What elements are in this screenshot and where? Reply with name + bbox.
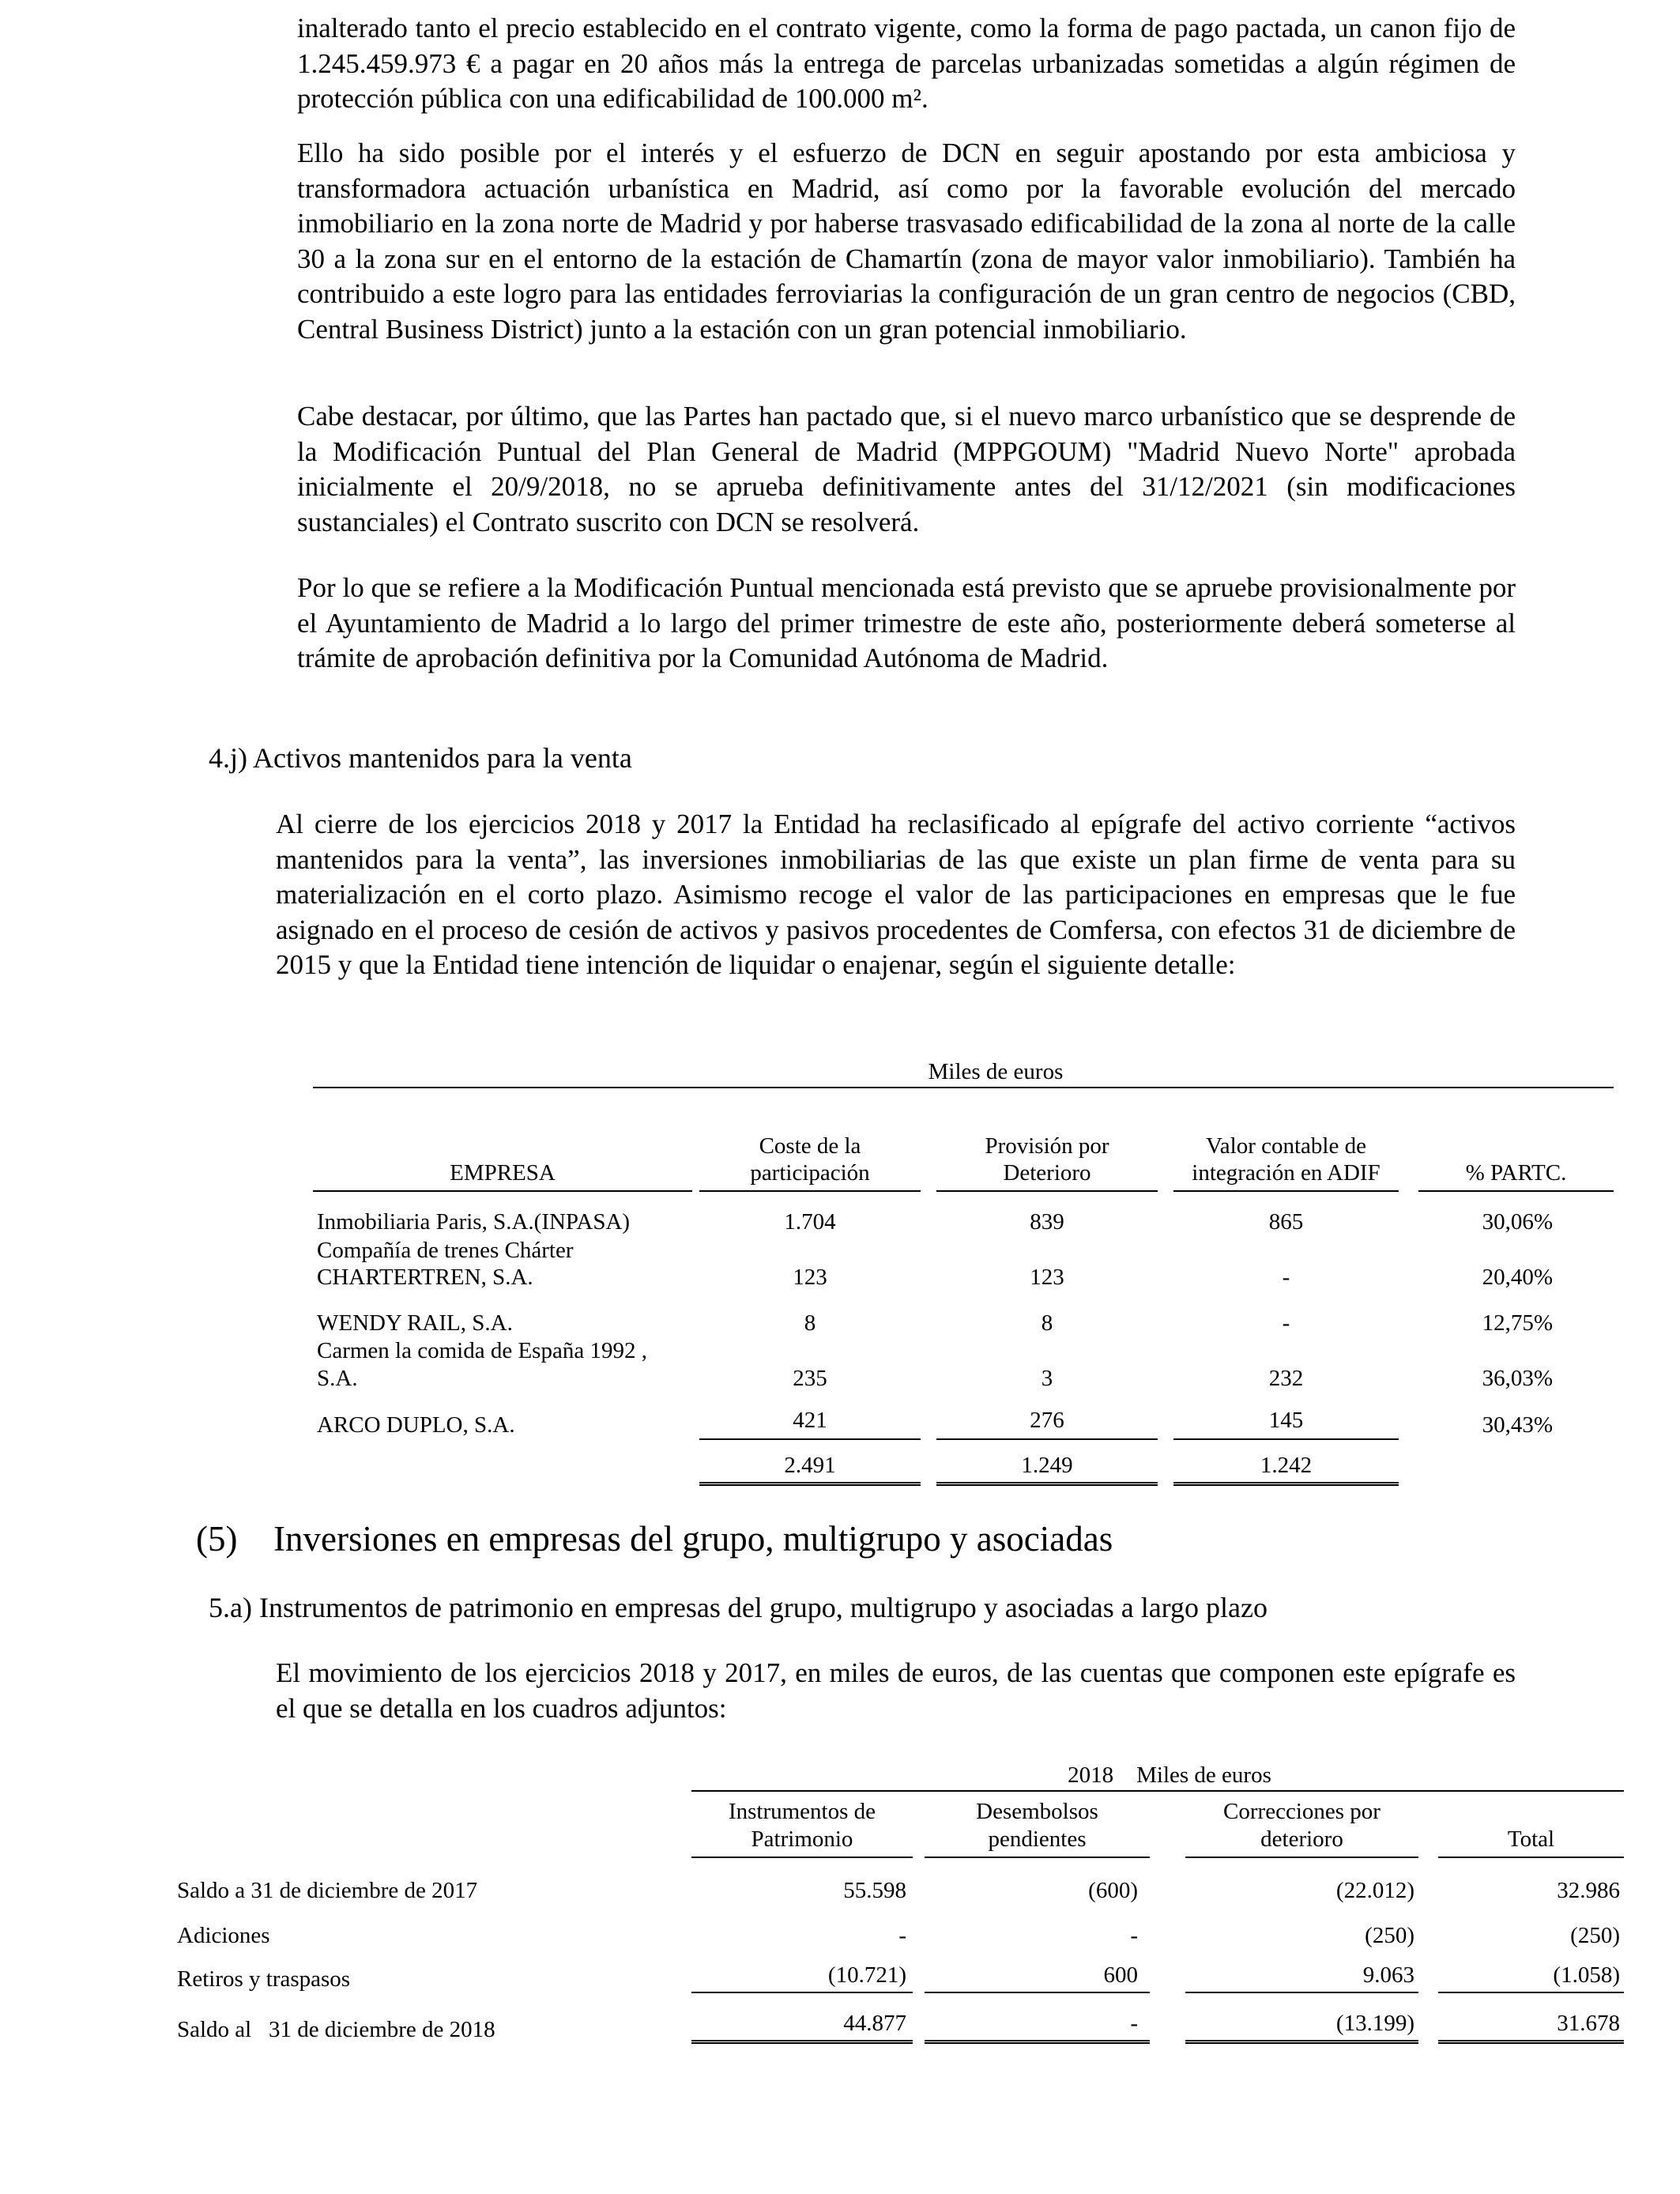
subtotal-rule-correcciones — [1185, 1992, 1418, 1993]
coste-value: 123 — [793, 1265, 827, 1290]
company-name: Carmen la comida de España 1992 , — [317, 1338, 647, 1363]
header-rule-coste — [699, 1190, 921, 1192]
desembolsos-total: - — [1130, 2011, 1138, 2036]
header-provision-1: Provisión por — [985, 1133, 1109, 1159]
coste-value: 1.704 — [784, 1209, 836, 1235]
company-name-line-2: CHARTERTREN, S.A. — [317, 1265, 533, 1290]
desembolsos-value: 600 — [1103, 1962, 1138, 1988]
correcciones-total: (13.199) — [1335, 2011, 1414, 2036]
total-coste: 2.491 — [784, 1453, 836, 1478]
paragraph-modification: Por lo que se refiere a la Modificación Puntual mencionada está previsto que se apruebe provisionalmente por el Ayuntamiento de Madrid a lo largo del primer trimestre de este año, posteriormente deberá someterse al trámite de aprobación definitiva por la Comunidad Autónoma de Madrid. — [297, 572, 1516, 673]
total-rule-instrumentos — [691, 2040, 913, 2044]
provision-value: 123 — [1030, 1265, 1064, 1290]
section-5a-heading: 5.a) Instrumentos de patrimonio en empresas del grupo, multigrupo y asociadas a largo plazo — [209, 1592, 1268, 1623]
header-valor-1: Valor contable de — [1206, 1133, 1366, 1159]
valor-value: 865 — [1268, 1209, 1304, 1235]
correcciones-value: (250) — [1365, 1923, 1414, 1948]
caption-rule — [313, 1087, 1614, 1088]
header-correcciones-1: Correcciones por — [1223, 1799, 1381, 1824]
row-label: Retiros y traspasos — [177, 1966, 351, 1992]
header-desembolsos-2: pendientes — [988, 1826, 1087, 1852]
total-provision: 1.249 — [1021, 1453, 1073, 1478]
provision-value: 839 — [1030, 1209, 1064, 1235]
instrumentos-total: 44.877 — [843, 2011, 906, 2036]
paragraph-5a: El movimiento de los ejercicios 2018 y 2017, en miles de euros, de las cuentas que componen este epígrafe es el que se detalla en los cuadros adjuntos: — [276, 1657, 1516, 1724]
total-valor: 1.242 — [1260, 1453, 1313, 1478]
provision-value: 8 — [1041, 1310, 1053, 1336]
company-name: Inmobiliaria Paris, S.A.(INPASA) — [317, 1209, 631, 1235]
header-instrumentos-2: Patrimonio — [751, 1826, 853, 1852]
subtotal-rule-desembolsos — [925, 1992, 1150, 1993]
unit-caption: Miles de euros — [928, 1059, 1064, 1084]
header-rule-valor — [1173, 1190, 1399, 1192]
company-name: WENDY RAIL, S.A. — [317, 1310, 513, 1336]
desembolsos-value: - — [1130, 1923, 1138, 1948]
total-value: (250) — [1570, 1923, 1620, 1948]
section-5-heading — [196, 1518, 1113, 1559]
section-4j-heading: 4.j) Activos mantenidos para la venta — [209, 742, 632, 774]
total-rule-provision — [936, 1482, 1158, 1486]
instrumentos-value: (10.721) — [827, 1962, 906, 1988]
paragraph-dcn-interest: Ello ha sido posible por el interés y el esfuerzo de DCN en seguir apostando por esta ambiciosa y transformadora actuación urbanística en Madrid, así como por la favorable evolución del mercado inmobiliario en la zona norte de Madrid y por haberse trasvasado edificabilidad de la zona al norte de la calle 30 a la zona sur en el entorno de la estación de Chamartín (zona de mayor valor inmobiliario). También ha contribuido a este logro para las entidades ferroviarias la configuración de un gran centro de negocios (CBD, Central Business District) junto a la estación con un gran potencial inmobiliario. — [297, 138, 1516, 345]
correcciones-value: (22.012) — [1335, 1878, 1414, 1903]
total-total: 31.678 — [1557, 2011, 1620, 2036]
coste-value: 8 — [804, 1310, 816, 1336]
header-instrumentos-1: Instrumentos de — [728, 1799, 876, 1824]
company-name: Compañía de trenes Chárter — [317, 1238, 574, 1263]
total-rule-correcciones — [1185, 2040, 1418, 2044]
header-provision-2: Deterioro — [1003, 1160, 1091, 1186]
total-value: 32.986 — [1557, 1878, 1620, 1903]
total-rule-desembolsos — [925, 2040, 1150, 2044]
subtotal-rule-total — [1438, 1992, 1624, 1993]
paragraph-canon: inalterado tanto el precio establecido en el contrato vigente, como la forma de pago pactada, un canon fijo de 1.245.459.973 € a pagar en 20 años más la entrega de parcelas urbanizadas sometidas a algún régimen de protección pública con una edificabilidad de 100.000 m². — [297, 13, 1516, 114]
provision-value: 276 — [1030, 1408, 1064, 1433]
subtotal-rule-coste — [699, 1438, 921, 1440]
desembolsos-value: (600) — [1088, 1878, 1138, 1903]
header-valor-2: integración en ADIF — [1192, 1160, 1381, 1186]
section-number: (5) — [196, 1519, 238, 1559]
header-coste-1: Coste de la — [759, 1133, 861, 1159]
header-rule-correcciones — [1185, 1857, 1418, 1858]
header-rule-desembolsos — [925, 1857, 1150, 1858]
company-name-line-2: S.A. — [317, 1366, 358, 1391]
caption-rule — [691, 1790, 1624, 1792]
company-name: ARCO DUPLO, S.A. — [317, 1412, 515, 1438]
total-rule-total — [1438, 2040, 1624, 2044]
header-rule-participacion — [1418, 1190, 1614, 1192]
subtotal-rule-valor — [1173, 1438, 1399, 1440]
subtotal-rule-provision — [936, 1438, 1158, 1440]
participacion-value: 30,43% — [1482, 1412, 1553, 1438]
valor-value: 145 — [1268, 1408, 1304, 1433]
paragraph-4j: Al cierre de los ejercicios 2018 y 2017 la Entidad ha reclasificado al epígrafe del activo corriente “activos mantenidos para la venta”, las inversiones inmobiliarias de las que existe un plan firme de venta para su materialización en el corto plazo. Asimismo recoge el valor de las participaciones en empresas que le fue asignado en el proceso de cesión de activos y pasivos procedentes de Comfersa, con efectos 31 de diciembre de 2015 y que la Entidad tiene intención de liquidar o enajenar, según el siguiente detalle: — [276, 809, 1516, 980]
header-correcciones-2: deterioro — [1260, 1826, 1343, 1852]
participacion-value: 30,06% — [1482, 1209, 1553, 1235]
paragraph-conditions: Cabe destacar, por último, que las Partes han pactado que, si el nuevo marco urbanístico que se desprende de la Modificación Puntual del Plan General de Madrid (MPPGOUM) "Madrid Nuevo Norte" aprobada inicialmente el 20/9/2018, no se aprueba definitivamente antes del 31/12/2021 (sin modificaciones sustanciales) el Contrato suscrito con DCN se resolverá. — [297, 401, 1516, 537]
participacion-value: 36,03% — [1482, 1366, 1553, 1391]
header-total: Total — [1507, 1826, 1555, 1852]
header-rule-instrumentos — [691, 1857, 913, 1858]
header-rule-provision — [936, 1190, 1158, 1192]
header-rule-empresa — [313, 1190, 692, 1192]
subtotal-rule-instrumentos — [691, 1992, 913, 1993]
correcciones-value: 9.063 — [1362, 1962, 1414, 1988]
total-rule-coste — [699, 1482, 921, 1486]
row-label: Adiciones — [177, 1923, 270, 1948]
coste-value: 235 — [793, 1366, 827, 1391]
row-label: Saldo al 31 de diciembre de 2018 — [177, 2017, 495, 2042]
header-participacion: % PARTC. — [1465, 1160, 1567, 1186]
table-caption: 2018 Miles de euros — [1068, 1762, 1271, 1788]
header-empresa: EMPRESA — [450, 1160, 556, 1186]
instrumentos-value: 55.598 — [843, 1878, 906, 1903]
row-label: Saldo a 31 de diciembre de 2017 — [177, 1878, 478, 1903]
section-title: Inversiones en empresas del grupo, multigrupo y asociadas — [273, 1519, 1113, 1559]
coste-value: 421 — [793, 1408, 827, 1433]
instrumentos-value: - — [898, 1923, 906, 1948]
header-desembolsos-1: Desembolsos — [976, 1799, 1098, 1824]
valor-value: - — [1282, 1265, 1290, 1290]
valor-value: 232 — [1268, 1366, 1304, 1391]
total-rule-valor — [1173, 1482, 1399, 1486]
participacion-value: 20,40% — [1482, 1265, 1553, 1290]
provision-value: 3 — [1041, 1366, 1053, 1391]
valor-value: - — [1282, 1310, 1290, 1336]
participacion-value: 12,75% — [1482, 1310, 1553, 1336]
total-value: (1.058) — [1553, 1962, 1620, 1988]
header-rule-total — [1438, 1857, 1624, 1858]
header-coste-2: participación — [750, 1160, 870, 1186]
